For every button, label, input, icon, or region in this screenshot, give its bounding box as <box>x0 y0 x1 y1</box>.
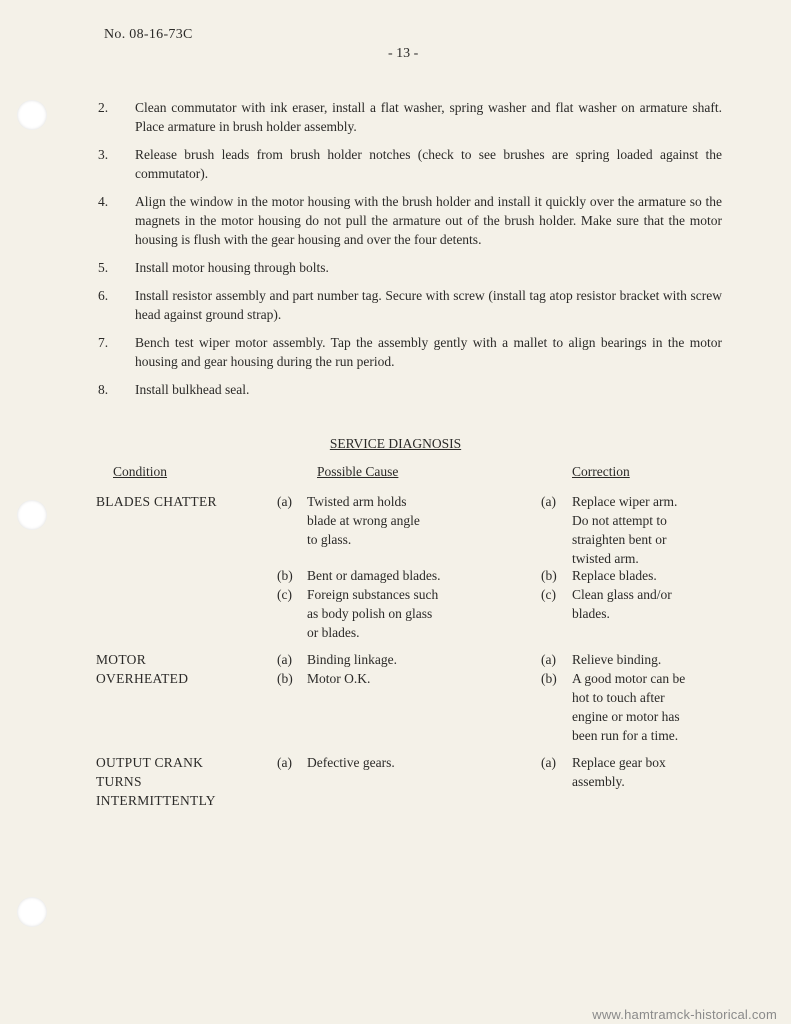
diagnosis-line <box>0 585 791 604</box>
cause-text: as body polish on glass <box>307 606 433 621</box>
step-text: Install bulkhead seal. <box>135 382 250 397</box>
cause-letter: (a) <box>277 755 292 770</box>
correction-letter: (a) <box>541 755 556 770</box>
cause-text: or blades. <box>307 625 360 640</box>
correction-text: assembly. <box>572 774 625 789</box>
correction-letter: (c) <box>541 587 556 602</box>
step-number: 4. <box>98 194 109 209</box>
correction-text: Do not attempt to <box>572 513 667 528</box>
cause-letter: (c) <box>277 587 292 602</box>
correction-text: Replace wiper arm. <box>572 494 678 509</box>
diagnosis-line <box>0 707 791 726</box>
correction-letter: (b) <box>541 568 557 583</box>
procedure-steps <box>98 98 722 408</box>
step-number: 7. <box>98 335 109 350</box>
column-header-condition: Condition <box>113 464 168 479</box>
service-diagnosis-title: SERVICE DIAGNOSIS <box>329 436 462 451</box>
correction-letter: (a) <box>541 494 556 509</box>
cause-text: to glass. <box>307 532 352 547</box>
step-number: 5. <box>98 260 109 275</box>
cause-text: Bent or damaged blades. <box>307 568 441 583</box>
cause-text: Foreign substances such <box>307 587 439 602</box>
diagnosis-line <box>0 492 791 511</box>
correction-text: Relieve binding. <box>572 652 662 667</box>
cause-letter: (a) <box>277 494 292 509</box>
binder-hole <box>17 100 47 130</box>
condition-label: MOTOR OVERHEATED <box>96 652 189 686</box>
diagnosis-line <box>0 753 791 772</box>
step-number: 8. <box>98 382 109 397</box>
step-item <box>98 380 722 399</box>
cause-letter: (a) <box>277 652 292 667</box>
diagnosis-line <box>0 566 791 585</box>
correction-letter: (b) <box>541 671 557 686</box>
correction-text: A good motor can be <box>572 671 686 686</box>
step-text: Release brush leads from brush holder notches (check to see brushes are spring loaded against the commutator). <box>135 147 722 181</box>
cause-text: blade at wrong angle <box>307 513 420 528</box>
diagnosis-line <box>0 688 791 707</box>
step-number: 3. <box>98 147 109 162</box>
step-item <box>98 286 722 324</box>
cause-letter: (b) <box>277 568 293 583</box>
correction-letter: (a) <box>541 652 556 667</box>
step-item <box>98 98 722 136</box>
cause-text: Binding linkage. <box>307 652 397 667</box>
correction-text: blades. <box>572 606 610 621</box>
condition-label: OUTPUT CRANK TURNS INTERMITTENTLY <box>96 755 216 808</box>
step-text: Install motor housing through bolts. <box>135 260 329 275</box>
correction-text: straighten bent or <box>572 532 667 547</box>
diagnosis-line <box>0 726 791 745</box>
cause-letter: (b) <box>277 671 293 686</box>
correction-text: Replace gear box <box>572 755 666 770</box>
step-item <box>98 192 722 249</box>
diagnosis-line <box>0 650 791 669</box>
step-item <box>98 145 722 183</box>
step-item <box>98 258 722 277</box>
cause-text: Defective gears. <box>307 755 395 770</box>
diagnosis-line <box>0 623 791 642</box>
step-text: Clean commutator with ink eraser, install a flat washer, spring washer and flat washer on armature shaft. Place armature in brush holder assembly. <box>135 100 722 134</box>
cause-text: Motor O.K. <box>307 671 371 686</box>
step-text: Bench test wiper motor assembly. Tap the assembly gently with a mallet to align bearings in the motor housing and gear housing during the run period. <box>135 335 722 369</box>
service-diagnosis-heading <box>0 436 791 452</box>
column-header-cause: Possible Cause <box>317 464 399 479</box>
correction-text: twisted arm. <box>572 551 639 566</box>
condition-label: BLADES CHATTER <box>96 494 217 509</box>
step-number: 2. <box>98 100 109 115</box>
correction-text: been run for a time. <box>572 728 679 743</box>
diagnosis-line <box>0 530 791 549</box>
diagnosis-line <box>0 511 791 530</box>
binder-hole <box>17 897 47 927</box>
document-number: No. 08-16-73C <box>104 27 193 42</box>
diagnosis-line <box>0 669 791 688</box>
column-header-correction: Correction <box>572 464 630 479</box>
cause-text: Twisted arm holds <box>307 494 407 509</box>
step-text: Install resistor assembly and part number tag. Secure with screw (install tag atop resistor bracket with screw head against ground strap). <box>135 288 722 322</box>
correction-text: Replace blades. <box>572 568 657 583</box>
correction-text: Clean glass and/or <box>572 587 672 602</box>
site-watermark: www.hamtramck-historical.com <box>592 1007 777 1022</box>
diagnosis-line <box>0 772 791 791</box>
step-text: Align the window in the motor housing with the brush holder and install it quickly over the armature so the magnets in the motor housing do not pull the armature out of the brush holder. Make sure that the motor housing is flush with the gear housing and over the four detents. <box>135 194 722 247</box>
correction-text: hot to touch after <box>572 690 665 705</box>
diagnosis-line <box>0 604 791 623</box>
page-number: - 13 - <box>388 46 419 61</box>
step-item <box>98 333 722 371</box>
correction-text: engine or motor has <box>572 709 680 724</box>
step-number: 6. <box>98 288 109 303</box>
